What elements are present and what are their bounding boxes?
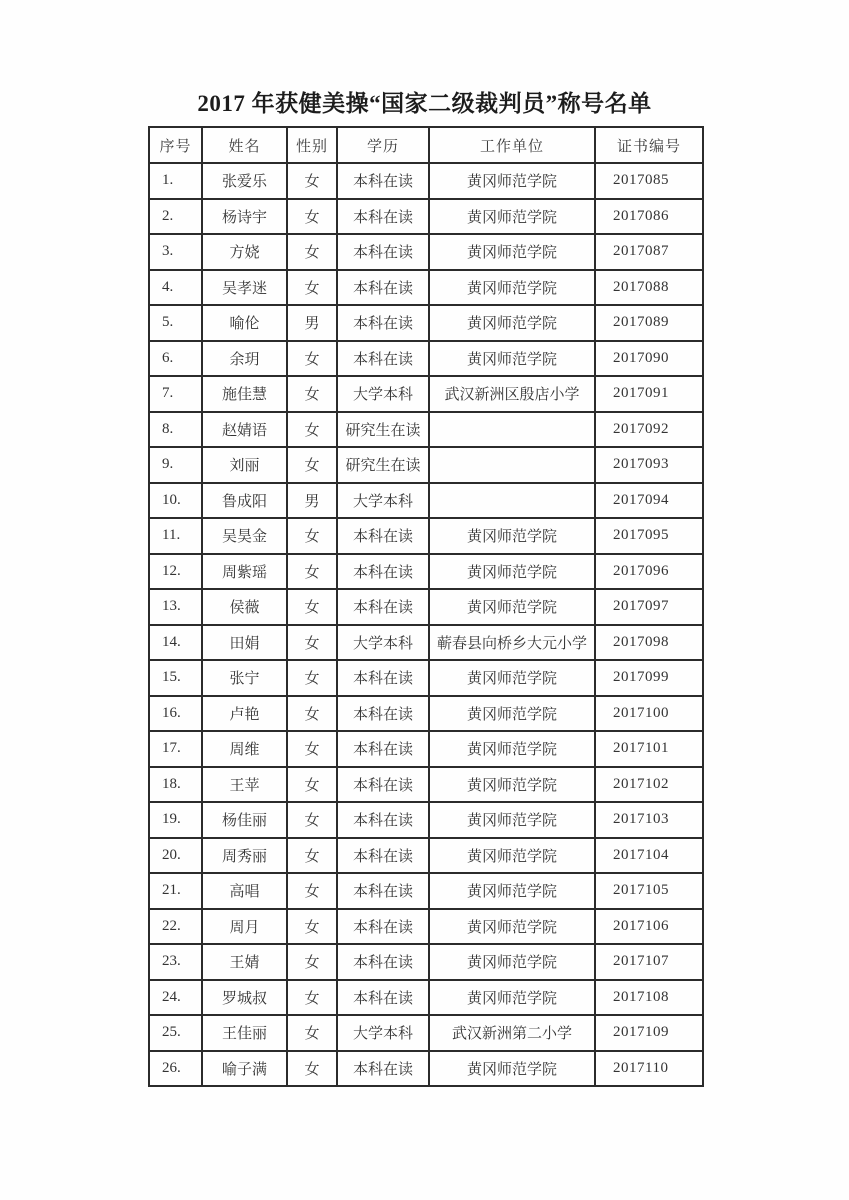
cell-serial: 13. (149, 589, 202, 625)
cell-gender: 女 (287, 163, 337, 199)
cell-education: 本科在读 (337, 873, 429, 909)
cell-gender: 女 (287, 234, 337, 270)
cell-work-unit: 黄冈师范学院 (429, 305, 595, 341)
cell-work-unit (429, 412, 595, 448)
cell-name: 高唱 (202, 873, 287, 909)
cell-education: 本科在读 (337, 944, 429, 980)
table-row (149, 696, 703, 732)
cell-gender: 女 (287, 660, 337, 696)
cell-name: 喻子满 (202, 1051, 287, 1087)
table-row (149, 589, 703, 625)
cell-education: 本科在读 (337, 163, 429, 199)
cell-gender: 女 (287, 589, 337, 625)
cell-name: 王婧 (202, 944, 287, 980)
cell-serial: 23. (149, 944, 202, 980)
table-row (149, 873, 703, 909)
cell-education: 本科在读 (337, 660, 429, 696)
cell-education: 本科在读 (337, 1051, 429, 1087)
cell-gender: 女 (287, 270, 337, 306)
table-row (149, 483, 703, 519)
cell-gender: 男 (287, 305, 337, 341)
cell-work-unit: 黄冈师范学院 (429, 341, 595, 377)
cell-education: 本科在读 (337, 305, 429, 341)
cell-work-unit: 黄冈师范学院 (429, 838, 595, 874)
cell-education: 本科在读 (337, 767, 429, 803)
cell-gender: 女 (287, 341, 337, 377)
cell-serial: 5. (149, 305, 202, 341)
cell-education: 研究生在读 (337, 447, 429, 483)
cell-gender: 女 (287, 412, 337, 448)
cell-gender: 女 (287, 731, 337, 767)
cell-work-unit: 黄冈师范学院 (429, 518, 595, 554)
cell-name: 周秀丽 (202, 838, 287, 874)
table-row (149, 767, 703, 803)
cell-name: 王佳丽 (202, 1015, 287, 1051)
table-row (149, 518, 703, 554)
cell-education: 大学本科 (337, 625, 429, 661)
cell-gender: 女 (287, 909, 337, 945)
cell-cert-no: 2017101 (595, 731, 703, 767)
table-row (149, 199, 703, 235)
cell-work-unit: 武汉新洲第二小学 (429, 1015, 595, 1051)
cell-serial: 6. (149, 341, 202, 377)
cell-serial: 12. (149, 554, 202, 590)
cell-serial: 7. (149, 376, 202, 412)
cell-cert-no: 2017095 (595, 518, 703, 554)
cell-name: 王苹 (202, 767, 287, 803)
header-work-unit: 工作单位 (429, 127, 595, 163)
table-row (149, 625, 703, 661)
cell-cert-no: 2017105 (595, 873, 703, 909)
cell-work-unit: 黄冈师范学院 (429, 980, 595, 1016)
cell-serial: 1. (149, 163, 202, 199)
table-row (149, 1015, 703, 1051)
cell-work-unit: 黄冈师范学院 (429, 554, 595, 590)
cell-education: 本科在读 (337, 199, 429, 235)
cell-name: 吴昊金 (202, 518, 287, 554)
cell-serial: 17. (149, 731, 202, 767)
cell-cert-no: 2017087 (595, 234, 703, 270)
cell-cert-no: 2017096 (595, 554, 703, 590)
cell-education: 本科在读 (337, 731, 429, 767)
cell-name: 刘丽 (202, 447, 287, 483)
cell-serial: 24. (149, 980, 202, 1016)
cell-work-unit: 黄冈师范学院 (429, 163, 595, 199)
cell-serial: 16. (149, 696, 202, 732)
cell-serial: 9. (149, 447, 202, 483)
cell-name: 张爱乐 (202, 163, 287, 199)
cell-name: 周维 (202, 731, 287, 767)
table-row (149, 944, 703, 980)
cell-education: 本科在读 (337, 909, 429, 945)
cell-work-unit (429, 447, 595, 483)
cell-gender: 女 (287, 1051, 337, 1087)
cell-gender: 女 (287, 1015, 337, 1051)
cell-work-unit: 黄冈师范学院 (429, 873, 595, 909)
cell-serial: 18. (149, 767, 202, 803)
cell-serial: 25. (149, 1015, 202, 1051)
cell-gender: 女 (287, 696, 337, 732)
table-row (149, 234, 703, 270)
cell-work-unit: 蕲春县向桥乡大元小学 (429, 625, 595, 661)
cell-work-unit: 黄冈师范学院 (429, 1051, 595, 1087)
cell-name: 侯薇 (202, 589, 287, 625)
cell-cert-no: 2017103 (595, 802, 703, 838)
page-title: 2017 年获健美操“国家二级裁判员”称号名单 (197, 91, 652, 116)
cell-work-unit: 黄冈师范学院 (429, 767, 595, 803)
cell-work-unit: 黄冈师范学院 (429, 802, 595, 838)
cell-education: 本科在读 (337, 589, 429, 625)
cell-name: 卢艳 (202, 696, 287, 732)
cell-education: 大学本科 (337, 483, 429, 519)
cell-gender: 女 (287, 376, 337, 412)
cell-name: 罗城叔 (202, 980, 287, 1016)
cell-cert-no: 2017091 (595, 376, 703, 412)
cell-work-unit: 黄冈师范学院 (429, 944, 595, 980)
cell-serial: 4. (149, 270, 202, 306)
cell-education: 本科在读 (337, 234, 429, 270)
cell-name: 赵婧语 (202, 412, 287, 448)
cell-serial: 14. (149, 625, 202, 661)
cell-gender: 女 (287, 873, 337, 909)
cell-education: 本科在读 (337, 341, 429, 377)
table-row (149, 341, 703, 377)
cell-serial: 10. (149, 483, 202, 519)
header-row (149, 127, 703, 163)
cell-education: 本科在读 (337, 980, 429, 1016)
cell-work-unit: 黄冈师范学院 (429, 731, 595, 767)
cell-serial: 19. (149, 802, 202, 838)
table-row (149, 163, 703, 199)
table-row (149, 838, 703, 874)
cell-gender: 女 (287, 518, 337, 554)
cell-cert-no: 2017092 (595, 412, 703, 448)
cell-cert-no: 2017099 (595, 660, 703, 696)
cell-cert-no: 2017109 (595, 1015, 703, 1051)
cell-work-unit: 黄冈师范学院 (429, 696, 595, 732)
cell-serial: 15. (149, 660, 202, 696)
cell-education: 大学本科 (337, 376, 429, 412)
cell-name: 田娟 (202, 625, 287, 661)
cell-cert-no: 2017085 (595, 163, 703, 199)
cell-name: 周紫瑶 (202, 554, 287, 590)
cell-cert-no: 2017106 (595, 909, 703, 945)
cell-education: 本科在读 (337, 554, 429, 590)
cell-cert-no: 2017090 (595, 341, 703, 377)
cell-education: 本科在读 (337, 838, 429, 874)
cell-work-unit: 黄冈师范学院 (429, 589, 595, 625)
cell-education: 本科在读 (337, 696, 429, 732)
cell-name: 杨诗宇 (202, 199, 287, 235)
cell-education: 大学本科 (337, 1015, 429, 1051)
cell-cert-no: 2017089 (595, 305, 703, 341)
table-row (149, 270, 703, 306)
cell-education: 本科在读 (337, 270, 429, 306)
cell-serial: 22. (149, 909, 202, 945)
table-row (149, 412, 703, 448)
cell-cert-no: 2017100 (595, 696, 703, 732)
cell-cert-no: 2017102 (595, 767, 703, 803)
cell-name: 周月 (202, 909, 287, 945)
cell-gender: 男 (287, 483, 337, 519)
header-serial: 序号 (149, 127, 202, 163)
cell-gender: 女 (287, 767, 337, 803)
cell-gender: 女 (287, 447, 337, 483)
cell-cert-no: 2017107 (595, 944, 703, 980)
cell-serial: 2. (149, 199, 202, 235)
awardees-table (148, 126, 704, 1087)
cell-name: 鲁成阳 (202, 483, 287, 519)
cell-gender: 女 (287, 625, 337, 661)
header-name: 姓名 (202, 127, 287, 163)
cell-name: 施佳慧 (202, 376, 287, 412)
cell-serial: 3. (149, 234, 202, 270)
table-row (149, 980, 703, 1016)
cell-cert-no: 2017088 (595, 270, 703, 306)
cell-work-unit: 黄冈师范学院 (429, 199, 595, 235)
cell-cert-no: 2017093 (595, 447, 703, 483)
cell-serial: 26. (149, 1051, 202, 1087)
header-cert-no: 证书编号 (595, 127, 703, 163)
table-row (149, 376, 703, 412)
cell-work-unit: 黄冈师范学院 (429, 660, 595, 696)
table-row (149, 802, 703, 838)
cell-serial: 21. (149, 873, 202, 909)
cell-gender: 女 (287, 980, 337, 1016)
cell-education: 本科在读 (337, 518, 429, 554)
cell-gender: 女 (287, 199, 337, 235)
cell-work-unit (429, 483, 595, 519)
cell-name: 喻伦 (202, 305, 287, 341)
table-row (149, 554, 703, 590)
cell-cert-no: 2017098 (595, 625, 703, 661)
cell-cert-no: 2017086 (595, 199, 703, 235)
cell-education: 研究生在读 (337, 412, 429, 448)
table-row (149, 660, 703, 696)
table-row (149, 1051, 703, 1087)
cell-work-unit: 武汉新洲区殷店小学 (429, 376, 595, 412)
cell-cert-no: 2017108 (595, 980, 703, 1016)
cell-cert-no: 2017104 (595, 838, 703, 874)
cell-gender: 女 (287, 554, 337, 590)
cell-education: 本科在读 (337, 802, 429, 838)
cell-name: 方娆 (202, 234, 287, 270)
cell-name: 吴孝迷 (202, 270, 287, 306)
cell-gender: 女 (287, 802, 337, 838)
cell-name: 杨佳丽 (202, 802, 287, 838)
cell-serial: 8. (149, 412, 202, 448)
cell-cert-no: 2017094 (595, 483, 703, 519)
header-gender: 性别 (287, 127, 337, 163)
cell-name: 余玥 (202, 341, 287, 377)
cell-cert-no: 2017110 (595, 1051, 703, 1087)
table-row (149, 305, 703, 341)
table-body (149, 163, 703, 1086)
table-row (149, 909, 703, 945)
cell-work-unit: 黄冈师范学院 (429, 270, 595, 306)
cell-name: 张宁 (202, 660, 287, 696)
cell-serial: 11. (149, 518, 202, 554)
cell-serial: 20. (149, 838, 202, 874)
header-education: 学历 (337, 127, 429, 163)
table-row (149, 731, 703, 767)
cell-work-unit: 黄冈师范学院 (429, 909, 595, 945)
cell-work-unit: 黄冈师范学院 (429, 234, 595, 270)
cell-cert-no: 2017097 (595, 589, 703, 625)
table-row (149, 447, 703, 483)
cell-gender: 女 (287, 944, 337, 980)
cell-gender: 女 (287, 838, 337, 874)
